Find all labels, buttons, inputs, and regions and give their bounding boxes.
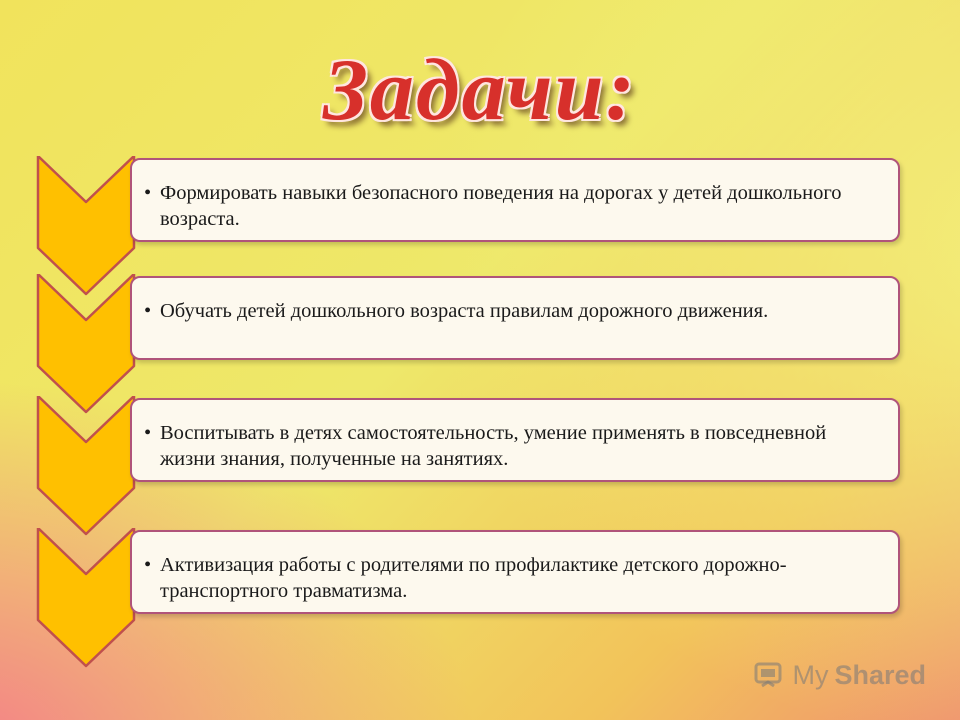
- task-text: Формировать навыки безопасного поведения на дорогах у детей дошкольного возраста.: [160, 182, 842, 230]
- task-text: Обучать детей дошкольного возраста правилам дорожного движения.: [160, 300, 769, 322]
- task-text: Воспитывать в детях самостоятельность, умение применять в повседневной жизни знания, полученные на занятиях.: [160, 422, 827, 470]
- bullet: •: [144, 422, 152, 444]
- watermark-shared: Shared: [834, 659, 926, 690]
- task-item: [144, 180, 874, 232]
- task-item: [144, 298, 874, 324]
- task-box: [130, 530, 900, 614]
- bullet: •: [144, 554, 152, 576]
- task-item: [144, 552, 874, 604]
- task-text: Активизация работы с родителями по профилактике детского дорожно-транспортного травматизма.: [160, 554, 787, 602]
- slide-title: Задачи:: [323, 42, 637, 139]
- task-box: [130, 398, 900, 482]
- bullet: •: [144, 182, 152, 204]
- watermark-my: My: [792, 659, 829, 690]
- task-item: [144, 420, 874, 472]
- bullet: •: [144, 300, 152, 322]
- myshared-watermark: [752, 658, 926, 692]
- task-box: [130, 158, 900, 242]
- myshared-logo-icon: [752, 658, 786, 692]
- task-box: [130, 276, 900, 360]
